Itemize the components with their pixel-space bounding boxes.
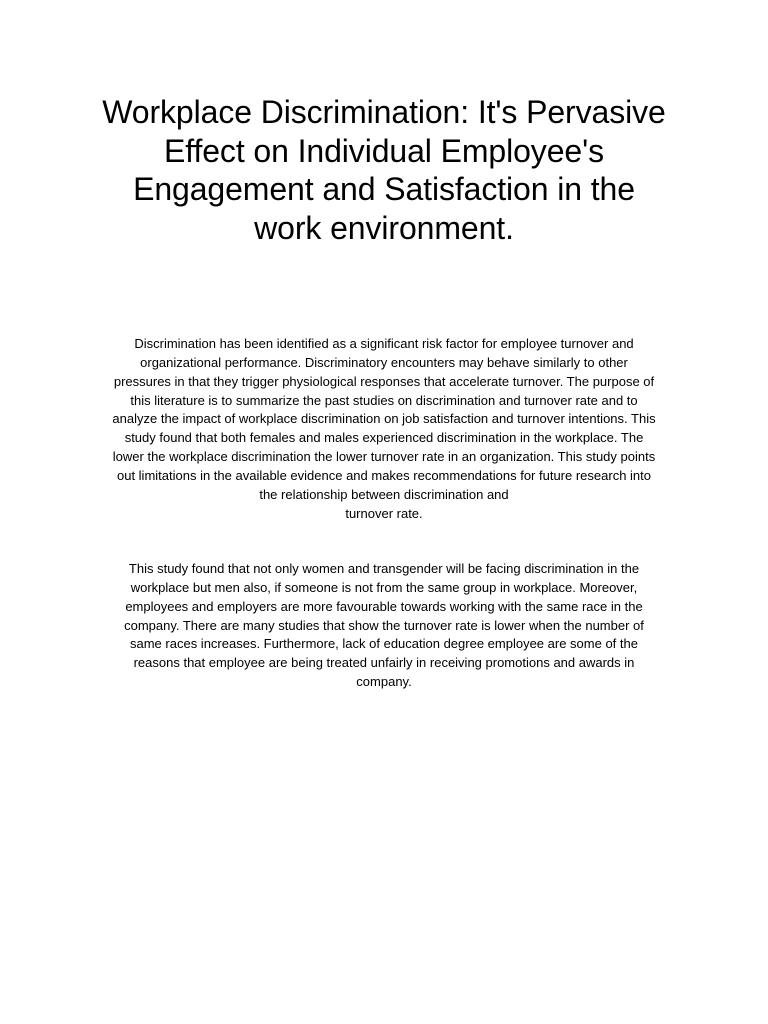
findings-line: workplace but men also, if someone is not from the same group in workplace. Moreover, [130,579,638,595]
findings-line: company. [356,674,412,690]
title-line: Effect on Individual Employee's [163,132,604,169]
abstract-line: organizational performance. Discriminatory encounters may behave similarly to other [140,354,628,370]
abstract-line: this literature is to summarize the past studies on discrimination and turnover rate and to [130,392,638,408]
abstract-line: study found that both females and males experienced discrimination in the workplace. The [124,430,644,446]
document-title [60,93,708,247]
findings-line: same races increases. Furthermore, lack of education degree employee are some of the [130,636,638,652]
findings-line: This study found that not only women and transgender will be facing discrimination in the [128,561,640,576]
abstract-line: turnover rate. [345,505,423,521]
abstract-line: the relationship between discrimination and [259,486,509,502]
findings-line: reasons that employee are being treated unfairly in receiving promotions and awards in [133,655,635,671]
findings-paragraph [84,560,684,692]
findings-line: company. There are many studies that show the turnover rate is lower when the number of [124,617,644,633]
abstract-paragraph [84,335,684,523]
abstract-line: out limitations in the available evidence and makes recommendations for future research into [116,467,651,483]
title-line: Workplace Discrimination: It's Pervasive [102,94,666,130]
abstract-line: analyze the impact of workplace discrimination on job satisfaction and turnover intentions. This [112,411,656,427]
title-line: Engagement and Satisfaction in the [133,171,635,207]
findings-line: employees and employers are more favourable towards working with the same race in the [125,598,643,614]
abstract-line: lower the workplace discrimination the lower turnover rate in an organization. This study points [112,449,656,465]
abstract-line: pressures in that they trigger physiological responses that accelerate turnover. The purpose of [113,373,655,389]
title-line: work environment. [254,209,514,246]
abstract-line: Discrimination has been identified as a significant risk factor for employee turnover and [134,336,634,351]
